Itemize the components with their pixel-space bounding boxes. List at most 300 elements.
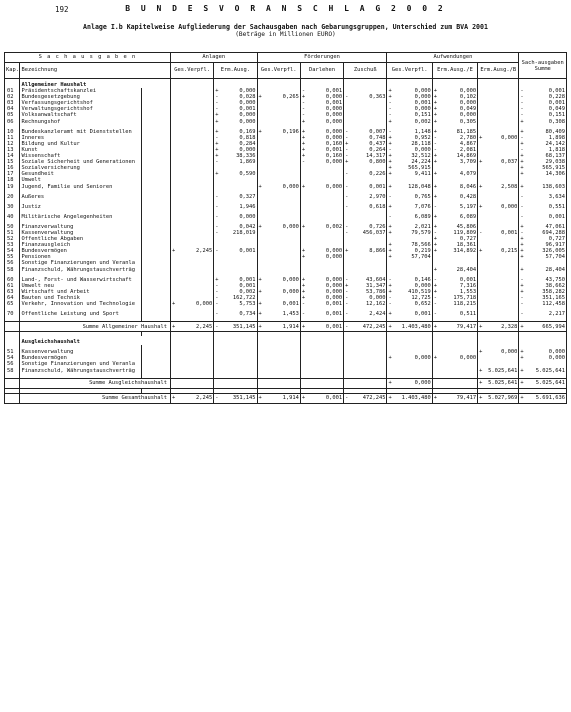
sign: + xyxy=(215,276,219,283)
sign: + xyxy=(388,203,392,210)
sign: + xyxy=(387,322,393,332)
sign: - xyxy=(345,311,349,318)
sign: + xyxy=(301,288,306,295)
section-title: Allgemeiner Haushalt xyxy=(20,79,171,89)
sign: + xyxy=(387,393,393,403)
amount-cell: 0,000 xyxy=(239,112,256,119)
sum-row xyxy=(5,322,567,332)
sign: - xyxy=(215,203,219,210)
amount-cell: 0,308 xyxy=(525,119,566,125)
sign: + xyxy=(301,94,306,101)
header-aufw-gesverpfl: Ges.Verpfl. xyxy=(387,63,432,79)
sign: - xyxy=(388,276,392,283)
amount-cell: 0,800 xyxy=(369,159,386,166)
amount-cell: 4,079 xyxy=(459,171,477,178)
amount-cell: 314,892 xyxy=(453,248,477,255)
chapter-name: Verwaltungsgerichtshof xyxy=(20,106,142,112)
sign: + xyxy=(433,213,438,220)
sign: + xyxy=(433,159,438,166)
sign: + xyxy=(387,378,393,388)
sign: + xyxy=(433,236,438,243)
sign: + xyxy=(215,140,219,147)
sign: + xyxy=(520,236,524,243)
amount-cell xyxy=(263,378,300,388)
chapter-name: Militärische Angelegenheiten xyxy=(20,214,142,220)
sign: - xyxy=(345,134,349,141)
chapter-number: 01 xyxy=(5,88,20,94)
table-body xyxy=(5,79,567,404)
sign: + xyxy=(433,282,438,289)
chapter-name: Bundesgesetzgebung xyxy=(20,94,142,100)
amount-cell: 1,148 xyxy=(414,128,431,135)
sign: - xyxy=(520,294,524,301)
amount-cell: 79,417 xyxy=(438,322,477,332)
amount-cell: 694,288 xyxy=(525,230,566,236)
amount-cell: 18,361 xyxy=(456,242,477,249)
header-anlagen-ermausg: Erm.Ausg. xyxy=(214,63,257,79)
sign: + xyxy=(433,248,438,255)
amount-cell: 0,327 xyxy=(239,193,256,200)
chapter-number: 02 xyxy=(5,94,20,100)
amount-cell: 0,001 xyxy=(414,100,431,107)
amount-cell: 0,001 xyxy=(369,183,386,190)
amount-cell: 38,662 xyxy=(525,283,566,289)
amount-cell: 0,000 xyxy=(501,203,518,210)
sign: - xyxy=(345,193,349,200)
sign: - xyxy=(520,94,524,101)
chapter-number: 61 xyxy=(5,283,20,289)
sign: + xyxy=(388,140,392,147)
sign: - xyxy=(388,106,392,113)
sign: - xyxy=(345,203,349,210)
amount-cell: 24,224 xyxy=(411,159,431,166)
amount-cell: 0,002 xyxy=(414,118,431,125)
sign: + xyxy=(479,183,483,190)
amount-cell: 0,952 xyxy=(414,134,431,141)
amount-cell: 0,000 xyxy=(459,355,477,362)
chapter-number: 19 xyxy=(5,184,20,190)
sign: + xyxy=(170,393,176,403)
amount-cell: 0,000 xyxy=(282,183,299,190)
sign: - xyxy=(345,301,349,307)
header-aufw-ermausg-b: Erm.Ausg./B xyxy=(478,63,519,79)
sign: + xyxy=(301,118,306,125)
amount-cell: 0,652 xyxy=(414,301,431,307)
amount-cell: 0,001 xyxy=(325,100,343,107)
amount-cell: 0,001 xyxy=(325,146,343,153)
amount-cell: 68,137 xyxy=(525,153,566,159)
expense-table xyxy=(4,52,567,404)
sign: - xyxy=(215,134,219,141)
amount-cell: 14,317 xyxy=(365,153,386,160)
sign: + xyxy=(520,165,524,172)
chapter-name: Bundesvermögen xyxy=(20,248,142,254)
amount-cell: 4,867 xyxy=(459,140,477,147)
amount-cell: 12,725 xyxy=(411,294,431,301)
sign: + xyxy=(520,153,524,160)
sign: - xyxy=(301,112,306,119)
amount-cell: 0,000 xyxy=(414,106,431,113)
amount-cell: 0,000 xyxy=(239,88,256,95)
sign: + xyxy=(433,193,438,200)
amount-cell: 0,001 xyxy=(307,322,344,332)
sign: - xyxy=(520,106,524,113)
sign: + xyxy=(433,288,438,295)
sign: + xyxy=(432,322,438,332)
amount-cell: 0,363 xyxy=(369,94,386,101)
sign: - xyxy=(215,294,219,301)
chapter-number: 56 xyxy=(5,361,20,367)
sign: + xyxy=(301,223,306,230)
header-foerd-gesverpfl: Ges.Verpfl. xyxy=(257,63,300,79)
sign: + xyxy=(215,88,219,95)
sign: + xyxy=(388,242,392,249)
sign: - xyxy=(345,223,349,230)
chapter-name: Äußeres xyxy=(20,194,142,200)
chapter-name: Wirtschaft und Arbeit xyxy=(20,289,142,295)
amount-cell: 456,037 xyxy=(362,229,386,236)
amount-cell: 5,197 xyxy=(459,203,477,210)
amount-cell: 2,328 xyxy=(484,322,519,332)
amount-cell: 665,994 xyxy=(525,322,566,332)
sign: - xyxy=(520,311,524,318)
sign: - xyxy=(345,276,349,283)
chapter-name: Kassenverwaltung xyxy=(20,230,142,236)
chapter-number: 63 xyxy=(5,289,20,295)
amount-cell: 0,265 xyxy=(282,94,299,101)
amount-cell: 0,000 xyxy=(414,355,431,362)
amount-cell: 0,000 xyxy=(239,118,256,125)
sign: - xyxy=(345,294,349,301)
sign: + xyxy=(519,322,525,332)
sign: - xyxy=(433,134,438,141)
amount-cell: 0,000 xyxy=(501,349,518,356)
chapter-number: 10 xyxy=(5,129,20,135)
amount-cell: 0,001 xyxy=(525,214,566,220)
sign: - xyxy=(520,100,524,107)
sign: + xyxy=(519,378,525,388)
amount-cell: 0,002 xyxy=(325,223,343,230)
sign: + xyxy=(345,140,349,147)
amount-cell: 0,000 xyxy=(414,282,431,289)
page-title: B U N D E S V O R A N S C H L A G 2 0 0 2 xyxy=(125,4,446,13)
sign: + xyxy=(258,288,262,295)
amount-cell: 0,000 xyxy=(325,159,343,166)
sum-label: Summe Allgemeiner Haushalt xyxy=(20,322,171,332)
amount-cell: 80,409 xyxy=(525,129,566,135)
chapter-number: 16 xyxy=(5,165,20,171)
amount-cell: 0,049 xyxy=(525,106,566,112)
sign: - xyxy=(215,94,219,101)
sign: + xyxy=(388,165,392,172)
sign: + xyxy=(478,378,484,388)
amount-cell: 81,185 xyxy=(456,128,477,135)
amount-cell: 565,915 xyxy=(525,165,566,171)
amount-cell: 0,000 xyxy=(325,282,343,289)
sign: + xyxy=(433,112,438,119)
amount-cell: 1,818 xyxy=(525,147,566,153)
amount-cell: 0,000 xyxy=(325,276,343,283)
amount-cell: 8,866 xyxy=(369,248,386,255)
sign: + xyxy=(388,248,392,255)
sign: + xyxy=(345,282,349,289)
amount-cell: 6,089 xyxy=(459,213,477,220)
amount-cell: 0,000 xyxy=(325,94,343,101)
amount-cell: 38,336 xyxy=(236,153,256,160)
amount-cell: 12,162 xyxy=(365,301,386,307)
sign: + xyxy=(388,159,392,166)
amount-cell: 0,590 xyxy=(239,171,256,178)
header-anlagen: Anlagen xyxy=(170,53,257,63)
chapter-number: 56 xyxy=(5,260,20,266)
amount-cell: 0,000 xyxy=(414,94,431,101)
amount-cell: 0,001 xyxy=(501,229,518,236)
sign: + xyxy=(520,183,524,190)
amount-cell: 565,915 xyxy=(408,165,431,172)
sign: - xyxy=(215,100,219,107)
header-kap: Kap. xyxy=(5,63,20,79)
amount-cell: 43,750 xyxy=(525,277,566,283)
amount-cell: 351,145 xyxy=(220,322,257,332)
amount-cell: 0,000 xyxy=(525,355,566,361)
sign: + xyxy=(520,282,524,289)
amount-cell: 0,215 xyxy=(501,248,518,255)
sign: + xyxy=(388,282,392,289)
amount-cell: 0,000 xyxy=(325,134,343,141)
amount-cell: 0,169 xyxy=(239,128,256,135)
chapter-number: 30 xyxy=(5,204,20,210)
chapter-name: Umwelt neu xyxy=(20,283,142,289)
sign: + xyxy=(479,159,483,166)
chapter-number: 40 xyxy=(5,214,20,220)
amount-cell: 0,001 xyxy=(239,276,256,283)
sign: + xyxy=(301,282,306,289)
amount-cell: 7,076 xyxy=(414,203,431,210)
sign: + xyxy=(520,266,524,273)
sign: - xyxy=(215,213,219,220)
sign: + xyxy=(433,223,438,230)
sign: - xyxy=(520,112,524,119)
sign: + xyxy=(345,248,349,255)
amount-cell: 112,458 xyxy=(525,301,566,307)
chapter-number: 11 xyxy=(5,135,20,141)
chapter-number: 06 xyxy=(5,119,20,125)
sign: - xyxy=(344,322,350,332)
sign: - xyxy=(479,229,483,236)
chapter-name: Bildung und Kultur xyxy=(20,141,142,147)
sign: - xyxy=(433,301,438,307)
sign: + xyxy=(388,183,392,190)
chapter-number: 51 xyxy=(5,230,20,236)
chapter-name: Finanzverwaltung xyxy=(20,224,142,230)
sign: - xyxy=(520,301,524,307)
sign: + xyxy=(478,393,484,403)
sign: + xyxy=(388,88,392,95)
chapter-number: 70 xyxy=(5,311,20,317)
chapter-name: Justiz xyxy=(20,204,142,210)
amount-cell: 0,726 xyxy=(369,223,386,230)
sign: + xyxy=(388,223,392,230)
amount-cell: 2,780 xyxy=(459,134,477,141)
amount-cell: 2,245 xyxy=(177,322,214,332)
sign: - xyxy=(388,294,392,301)
amount-cell: 28,404 xyxy=(456,266,477,273)
chapter-number: 04 xyxy=(5,106,20,112)
sign: - xyxy=(301,106,306,113)
sign: + xyxy=(388,355,392,362)
amount-cell: 8,046 xyxy=(459,183,477,190)
sign: + xyxy=(388,311,392,318)
chapter-name: Finanzausgleich xyxy=(20,242,142,248)
chapter-number: 18 xyxy=(5,177,20,183)
amount-cell: 5.691,636 xyxy=(525,393,566,403)
chapter-name: Bundesvermögen xyxy=(20,355,142,361)
sign: - xyxy=(520,229,524,236)
amount-cell: 28,404 xyxy=(525,267,566,273)
sign: + xyxy=(479,367,483,374)
header-bezeichnung: Bezeichnung xyxy=(20,63,171,79)
amount-cell: 43,604 xyxy=(365,276,386,283)
amount-cell: 32,512 xyxy=(411,153,431,160)
sign: + xyxy=(433,171,438,178)
sign: - xyxy=(520,88,524,95)
amount-cell: 57,704 xyxy=(411,254,431,261)
amount-cell: 0,001 xyxy=(239,248,256,255)
amount-cell: 0,001 xyxy=(325,311,343,318)
amount-cell: 3,634 xyxy=(525,194,566,200)
sign: + xyxy=(301,276,306,283)
amount-cell: 0,001 xyxy=(307,393,344,403)
sign: + xyxy=(520,349,524,356)
chapter-number: 58 xyxy=(5,368,20,374)
amount-cell: 0,219 xyxy=(414,248,431,255)
amount-cell: 0,151 xyxy=(525,112,566,118)
amount-cell: 0,000 xyxy=(459,88,477,95)
amount-cell: 96,917 xyxy=(525,242,566,248)
sign: + xyxy=(432,393,438,403)
sign: - xyxy=(215,282,219,289)
amount-cell: 0,000 xyxy=(239,100,256,107)
sign: + xyxy=(258,183,262,190)
amount-cell: 0,748 xyxy=(369,134,386,141)
sign: + xyxy=(301,140,306,147)
chapter-number: 54 xyxy=(5,355,20,361)
chapter-number: 20 xyxy=(5,194,20,200)
sign: + xyxy=(300,393,306,403)
amount-cell: 2,245 xyxy=(177,393,214,403)
sign: + xyxy=(301,294,306,301)
amount-cell: 0,007 xyxy=(369,128,386,135)
amount-cell: 472,245 xyxy=(350,393,387,403)
sign: - xyxy=(433,229,438,236)
sign: - xyxy=(215,288,219,295)
chapter-name: Jugend, Familie und Senioren xyxy=(20,184,142,190)
amount-cell: 29,038 xyxy=(525,159,566,165)
sign: + xyxy=(301,146,306,153)
sign: + xyxy=(301,248,306,255)
header-aufw-ermausg-e: Erm.Ausg./E xyxy=(432,63,477,79)
sign: + xyxy=(301,128,306,135)
sum-label: Summe Ausgleichshaushalt xyxy=(20,378,171,388)
chapter-name: Präsidentschaftskanzlei xyxy=(20,88,142,94)
chapter-name: Kunst xyxy=(20,147,142,153)
amount-cell: 1,946 xyxy=(239,203,256,210)
amount-cell: 2,424 xyxy=(369,311,386,318)
amount-cell: 0,000 xyxy=(239,213,256,220)
amount-cell: 79,417 xyxy=(438,393,477,403)
sign: - xyxy=(345,183,349,190)
sign: + xyxy=(171,248,176,255)
amount-cell: 28,118 xyxy=(411,140,431,147)
amount-cell: 0,001 xyxy=(239,282,256,289)
chapter-number: 15 xyxy=(5,159,20,165)
amount-cell: 472,245 xyxy=(350,322,387,332)
amount-cell: 119,809 xyxy=(453,229,477,236)
header-sachausgaben: S a c h a u s g a b e n xyxy=(5,53,171,63)
sign: - xyxy=(520,276,524,283)
sign: + xyxy=(301,153,306,160)
amount-cell: 47,061 xyxy=(525,224,566,230)
amount-cell: 351,145 xyxy=(220,393,257,403)
sign: - xyxy=(345,153,349,160)
chapter-name: Bundeskanzleramt mit Dienststellen xyxy=(20,129,142,135)
sum-label: Summe Gesamthaushalt xyxy=(20,393,171,403)
chapter-name: Inneres xyxy=(20,135,142,141)
sign: - xyxy=(433,146,438,153)
sign: + xyxy=(479,248,483,255)
amount-cell: 410,519 xyxy=(408,288,431,295)
amount-cell: 326,005 xyxy=(525,248,566,254)
amount-cell: 0,264 xyxy=(369,146,386,153)
chapter-number: 60 xyxy=(5,277,20,283)
chapter-number: 51 xyxy=(5,349,20,355)
chapter-number: 64 xyxy=(5,295,20,301)
sign: + xyxy=(520,288,524,295)
sign: - xyxy=(345,146,349,153)
sign: - xyxy=(433,140,438,147)
chapter-number: 53 xyxy=(5,242,20,248)
amount-cell: 0,734 xyxy=(239,311,256,318)
amount-cell: 218,019 xyxy=(232,229,256,236)
amount-cell: 1,914 xyxy=(263,322,300,332)
sign: - xyxy=(301,311,306,318)
chapter-name: Öffentliche Leistung und Sport xyxy=(20,311,142,317)
sign: - xyxy=(520,146,524,153)
amount-cell: 5.025,641 xyxy=(488,367,518,374)
amount-cell: 1,898 xyxy=(525,135,566,141)
amount-cell: 1,553 xyxy=(459,288,477,295)
amount-cell: 162,722 xyxy=(232,294,256,301)
amount-cell: 0,000 xyxy=(414,146,431,153)
header-foerd-darlehen: Darlehen xyxy=(300,63,343,79)
section-title: Ausgleichshaushalt xyxy=(20,336,171,345)
table-unit-note: (Beträge in Millionen EURO) xyxy=(235,31,336,38)
table-row xyxy=(5,184,567,190)
chapter-number: 17 xyxy=(5,171,20,177)
amount-cell: 0,002 xyxy=(239,288,256,295)
chapter-name: Bauten und Technik xyxy=(20,295,142,301)
sign: + xyxy=(301,183,306,190)
amount-cell: 0,000 xyxy=(282,223,299,230)
amount-cell: 0,000 xyxy=(325,248,343,255)
amount-cell: 0,160 xyxy=(325,153,343,160)
sign: - xyxy=(388,301,392,307)
amount-cell: 14,306 xyxy=(525,171,566,177)
chapter-name: Volksanwaltschaft xyxy=(20,112,142,118)
amount-cell: 6,089 xyxy=(414,213,431,220)
chapter-number: 65 xyxy=(5,301,20,307)
amount-cell: 0,001 xyxy=(282,301,299,307)
